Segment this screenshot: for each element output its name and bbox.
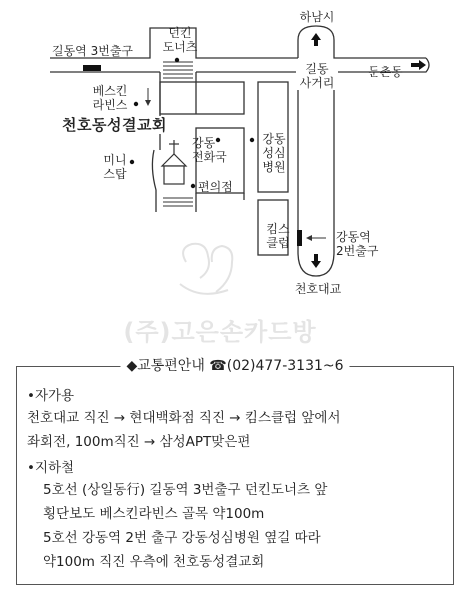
dunkin-label-line: 던킨 (168, 26, 192, 40)
kims-label-line: 킴스 (266, 222, 290, 236)
gildong-exit3-label: 길동역 3번출구 (52, 44, 134, 58)
church-label: 천호동성결교회 (58, 116, 171, 134)
car-section-header: •자가용 (27, 388, 75, 404)
ministop-label-line: 스탑 (103, 167, 127, 181)
gangdong-phone-line: 전화국 (192, 150, 227, 164)
ministop-label (100, 153, 130, 181)
dunchon-label: 둔촌동 (368, 65, 403, 79)
gangdong-phone-line: 강동 (192, 136, 216, 150)
subway-line: 약100m 직진 우측에 천호동성결교회 (43, 554, 265, 570)
subway-line: 횡단보도 베스킨라빈스 골목 약100m (43, 506, 265, 522)
bestkin-label-line: 베스킨 (92, 84, 128, 98)
car-line: 천호대교 직진 → 현대백화점 직진 → 킴스클럽 앞에서 (27, 410, 341, 426)
subway-line: 5호선 강동역 2번 출구 강동성심병원 옆길 따라 (43, 530, 321, 546)
directions-title: ◆교통편안내 ☎(02)477-3131~6 (120, 356, 349, 376)
subway-line: 5호선 (상일동行) 길동역 3번출구 던킨도너츠 앞 (43, 482, 328, 498)
gangdong-exit2-line: 강동역 (336, 230, 371, 244)
kims-label-line: 클럽 (266, 236, 290, 250)
gangdong-exit2-label (336, 230, 378, 258)
watermark-text: (주)고은손카드방 (123, 318, 317, 346)
hanamsi-label: 하남시 (299, 10, 335, 24)
gildong-crossroad-label (296, 62, 338, 90)
gangdong-exit2-line: 2번출구 (336, 244, 379, 258)
bestkin-label (86, 84, 134, 112)
kims-label (262, 222, 294, 250)
car-line: 좌회전, 100m직진 → 삼성APT맞은편 (27, 434, 251, 450)
gildong-crossroad-line: 사거리 (299, 76, 335, 90)
cheonho-bridge-label: 천호대교 (294, 282, 342, 296)
dunkin-label-line: 도너츠 (162, 40, 198, 54)
store-label: 편의점 (198, 180, 233, 194)
gangdong-hospital-line: 강동 (262, 132, 286, 146)
directions-box (16, 358, 454, 585)
gangdong-phone-label (192, 136, 227, 164)
gangdong-hospital-label (258, 132, 290, 174)
gangdong-hospital-line: 병원 (262, 160, 286, 174)
dunkin-label (160, 26, 200, 54)
bestkin-label-line: 라빈스 (92, 98, 128, 112)
subway-section-header: •지하철 (27, 460, 75, 476)
ministop-label-line: 미니 (103, 153, 127, 167)
gangdong-hospital-line: 성심 (262, 146, 286, 160)
gildong-crossroad-line: 길동 (305, 62, 329, 76)
